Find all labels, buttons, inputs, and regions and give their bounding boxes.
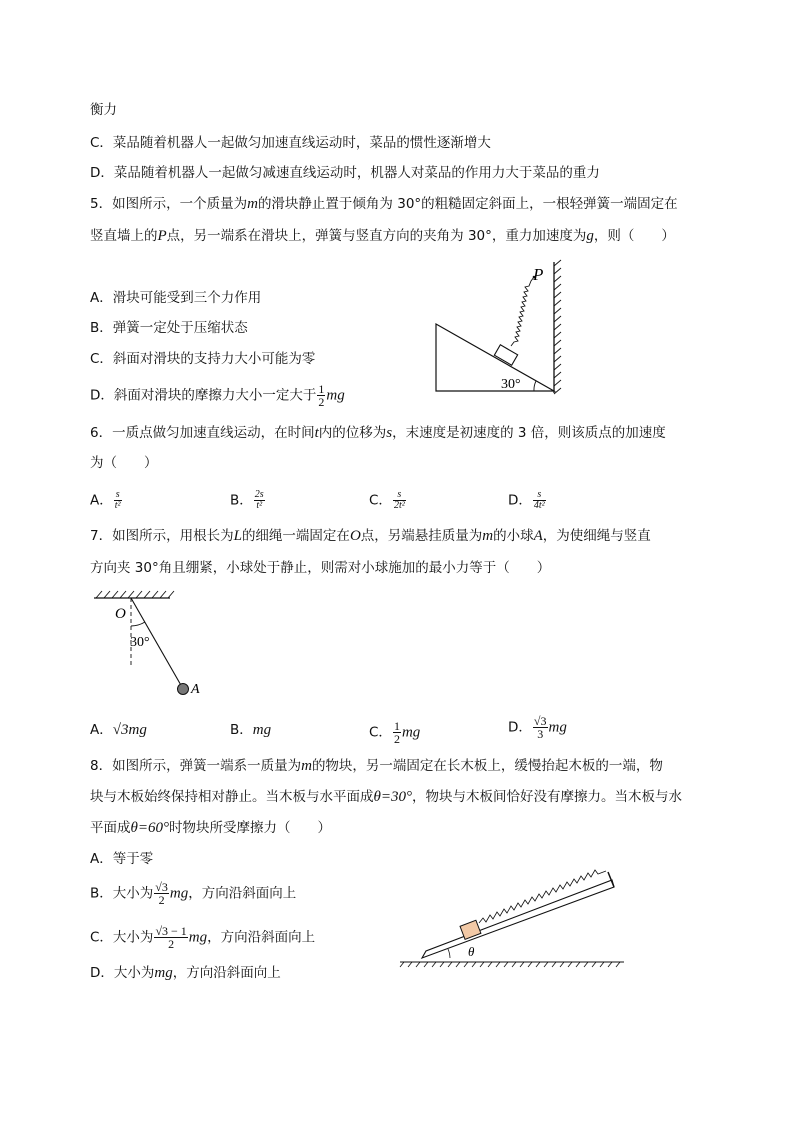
angle-arc: [534, 381, 536, 391]
theta-arc: [448, 949, 450, 958]
theta-label: θ: [468, 944, 475, 959]
q5-option-b: B．弹簧一定处于压缩状态: [90, 320, 248, 336]
q8-option-a: A．等于零: [90, 851, 154, 867]
q7-stem-line2: 方向夹 30°角且绷紧，小球处于静止，则需对小球施加的最小力等于（ ）: [90, 560, 551, 576]
q5-option-c: C．斜面对滑块的支持力大小可能为零: [90, 351, 316, 367]
ceiling-hatch: [96, 591, 174, 598]
incline-triangle: [436, 324, 554, 391]
q7-stem-line1: 7．如图所示，用根长为L的细绳一端固定在O点，另端悬挂质量为m的小球A，为使细绳与竖直: [90, 528, 651, 544]
label-o: O: [115, 606, 126, 622]
q7-option-b: B．mg: [230, 722, 272, 738]
q5-stem-line1: 5．如图所示，一个质量为m的滑块静止置于倾角为 30°的粗糙固定斜面上，一根轻弹簧一端固定在: [90, 196, 678, 212]
q7-option-c: C． $\frac{1}{2}$ mg: [369, 719, 421, 746]
angle-label: 30°: [501, 377, 521, 392]
q8-stem-line2: 块与木板始终保持相对静止。当木板与水平面成θ=30°，物块与木板间恰好没有摩擦力。当木板与水: [90, 789, 682, 805]
q6-stem-line2: 为（ ）: [90, 455, 158, 471]
q8-option-b: B．大小为 $\frac{√3}{2}$ mg，方向沿斜面向上: [90, 880, 297, 907]
q7-option-d: D． $\frac{√3}{3}$ mg: [508, 714, 567, 741]
q8-option-d: D．大小为mg，方向沿斜面向上: [90, 965, 281, 981]
ball: [178, 684, 189, 695]
slider-block: [494, 345, 517, 365]
q7-option-a: A．√3mg: [90, 722, 147, 738]
q6-stem-line1: 6．一质点做匀加速直线运动，在时间t内的位移为s，末速度是初速度的 3 倍，则该质点的加速度: [90, 425, 666, 441]
q5-incline-figure: [430, 258, 580, 398]
q5-option-d: D．斜面对滑块的摩擦力大小一定大于 $\frac{1}{2}$ mg: [90, 382, 345, 409]
q4-option-d: D．菜品随着机器人一起做匀减速直线运动时，机器人对菜品的作用力大于菜品的重力: [90, 165, 600, 181]
angle-label: 30°: [130, 635, 150, 650]
point-p-label: P: [533, 265, 544, 284]
angle-arc: [131, 622, 145, 626]
spring: [511, 277, 534, 346]
q6-option-b: B． $\frac{2s}{\text{t²}}$: [230, 489, 264, 511]
q8-stem-line3: 平面成θ=60°时物块所受摩擦力（ ）: [90, 820, 331, 836]
q7-pendulum-figure: [90, 588, 210, 703]
q4-stem-fragment: 衡力: [90, 102, 117, 118]
q8-board-figure: [398, 860, 628, 970]
q8-option-c: C．大小为 $\frac{√3 - 1}{2}$ mg，方向沿斜面向上: [90, 924, 316, 951]
q5-option-a: A．滑块可能受到三个力作用: [90, 290, 262, 306]
q5-stem-line2: 竖直墙上的P点，另一端系在滑块上，弹簧与竖直方向的夹角为 30°，重力加速度为g，则（ ）: [90, 228, 675, 244]
q6-option-a: A． $\frac{s}{\text{t²}}$: [90, 489, 121, 511]
label-a: A: [191, 682, 200, 697]
q6-option-d: D． $\frac{s}{\text{4t²}}$: [508, 489, 545, 511]
q8-stem-line1: 8．如图所示，弹簧一端系一质量为m的物块，另一端固定在长木板上，缓慢抬起木板的一端，物: [90, 758, 663, 774]
q4-option-c: C．菜品随着机器人一起做匀加速直线运动时，菜品的惯性逐渐增大: [90, 135, 491, 151]
q6-option-c: C． $\frac{s}{\text{2t²}}$: [369, 489, 405, 511]
ground-hatch: [400, 962, 620, 967]
wall-hatch: [554, 260, 561, 394]
wooden-board: [422, 880, 614, 958]
